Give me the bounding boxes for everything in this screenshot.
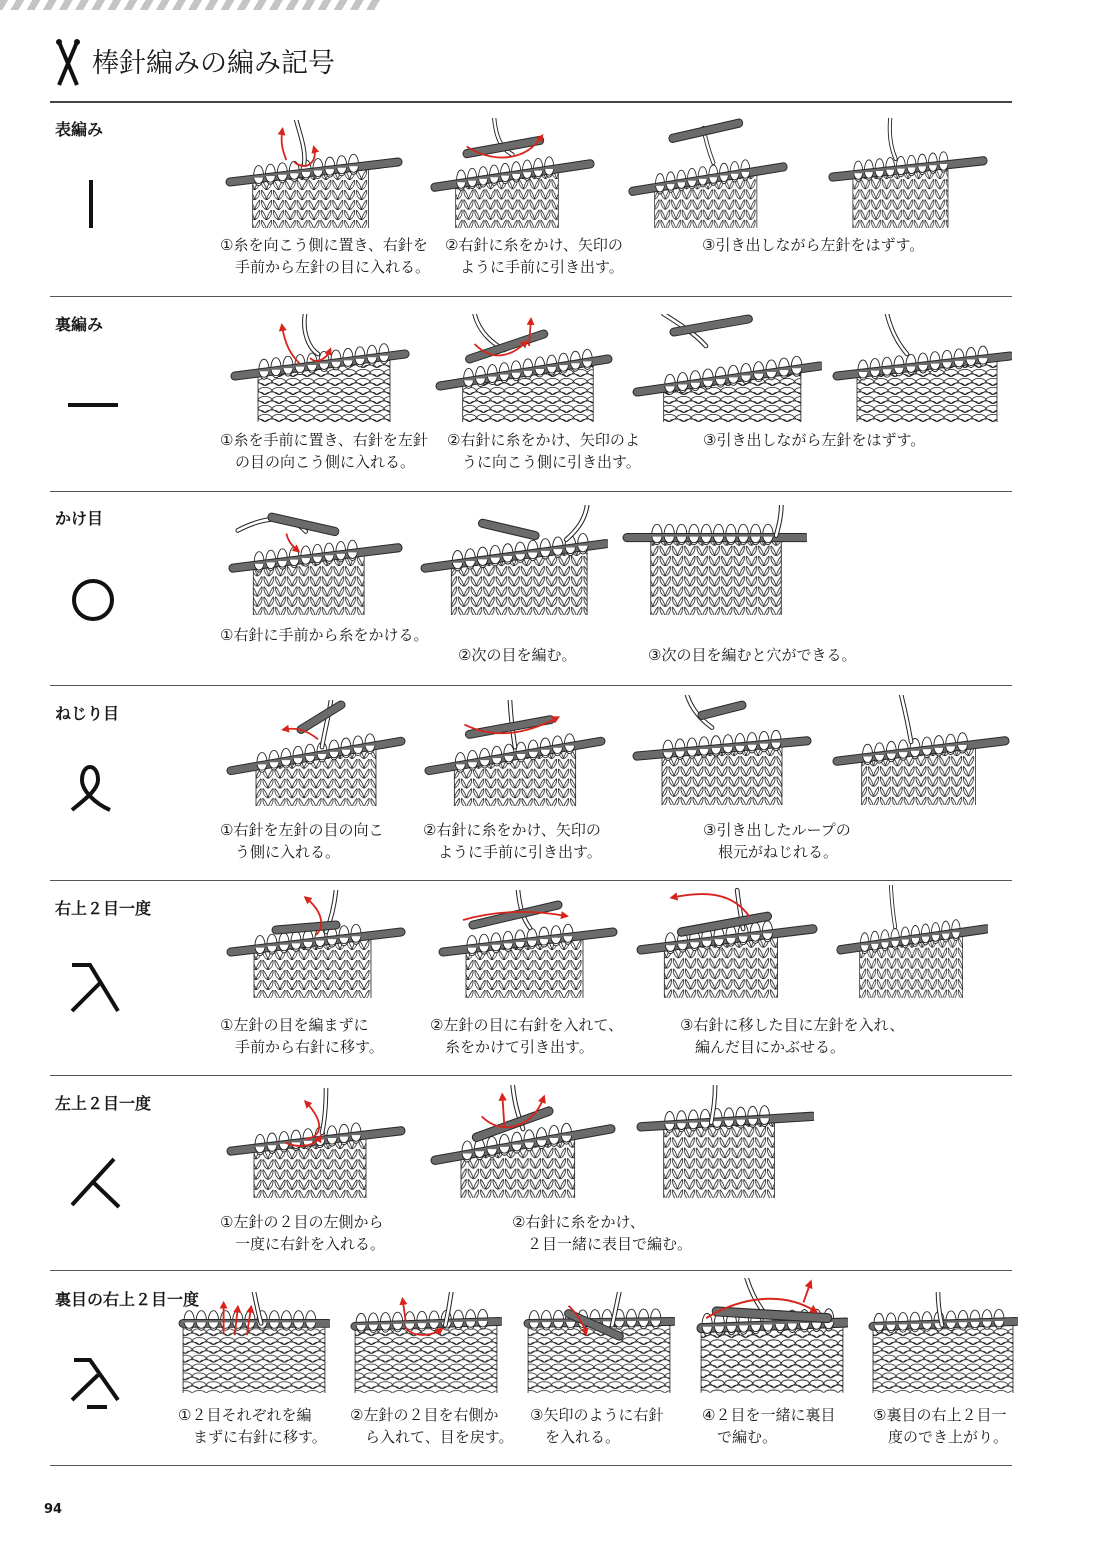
purl-right-decrease-step-1-illustration (178, 1292, 330, 1395)
twisted-stitch-symbol-icon (56, 755, 126, 835)
caption: ②右針に糸をかけ、 ２目一緒に表目で編む。 (512, 1213, 693, 1253)
right-decrease-step-2-illustration (438, 890, 618, 1000)
caption: ①右針に手前から糸をかける。 (220, 626, 429, 644)
section-divider (50, 1270, 1012, 1271)
caption: ⑤裏目の右上２目一 度のでき上がり。 (873, 1406, 1009, 1446)
left-decrease-symbol-icon (56, 1143, 126, 1223)
right-decrease-step-1-illustration (226, 890, 406, 1000)
title-divider (50, 101, 1012, 103)
caption: ②左針の目に右針を入れて、 糸をかけて引き出す。 (430, 1016, 624, 1056)
purl-step-3-illustration (632, 314, 822, 424)
purl-right-decrease-step-3-illustration (523, 1292, 675, 1395)
twisted-stitch-step-3-illustration (632, 695, 812, 807)
purl-step-2-illustration (435, 314, 613, 424)
caption: ③引き出したループの 根元がねじれる。 (703, 821, 851, 861)
top-stripe-decoration (0, 0, 380, 10)
caption: ②右針に糸をかけ、矢印の ように手前に引き出す。 (445, 236, 624, 276)
caption: ③矢印のように右針 を入れる。 (530, 1406, 664, 1446)
purl-step-4-illustration (832, 314, 1012, 424)
section-divider (50, 685, 1012, 686)
section-label-purl: 裏編み (55, 315, 104, 334)
knit-step-2-illustration (430, 118, 595, 230)
left-decrease-step-1-illustration (226, 1088, 406, 1200)
caption: ③次の目を編むと穴ができる。 (648, 646, 857, 664)
section-label-purl-right-decrease: 裏目の右上２目一度 (55, 1290, 200, 1309)
purl-right-decrease-step-4-illustration (696, 1278, 848, 1395)
purl-right-decrease-step-2-illustration (350, 1292, 502, 1395)
right-decrease-step-3-illustration (636, 885, 818, 1000)
yarn-over-step-3-illustration (622, 505, 807, 617)
twisted-stitch-step-2-illustration (424, 700, 606, 808)
knit-step-3-illustration (628, 118, 788, 230)
page-number: 94 (44, 1502, 63, 1517)
section-divider (50, 491, 1012, 492)
knitting-needles-icon (52, 38, 84, 88)
section-label-yarn-over: かけ目 (55, 509, 104, 528)
section-label-knit: 表編み (55, 120, 104, 139)
caption: ①左針の２目の左側から 一度に右針を入れる。 (220, 1213, 386, 1253)
knit-step-1-illustration (225, 120, 403, 230)
section-label-left-decrease: 左上２目一度 (55, 1094, 152, 1113)
caption: ④２目を一緒に裏目 で編む。 (702, 1406, 836, 1446)
twisted-stitch-step-1-illustration (226, 700, 406, 808)
section-divider (50, 1465, 1012, 1466)
yarn-over-step-1-illustration (228, 505, 403, 617)
purl-symbol-icon (56, 370, 126, 450)
caption: ③右針に移した目に左針を入れ、 編んだ目にかぶせる。 (680, 1016, 905, 1056)
caption: ①２目それぞれを編 まずに右針に移す。 (178, 1406, 327, 1446)
right-decrease-step-4-illustration (836, 885, 988, 1000)
purl-right-decrease-step-5-illustration (868, 1292, 1018, 1395)
yarn-over-symbol-icon (58, 565, 128, 645)
section-divider (50, 296, 1012, 297)
caption: ①糸を手前に置き、右針を左針 の目の向こう側に入れる。 (220, 431, 428, 471)
right-decrease-symbol-icon (56, 945, 126, 1025)
section-label-twisted-stitch: ねじり目 (55, 704, 120, 723)
caption: ③引き出しながら左針をはずす。 (703, 431, 926, 449)
caption: ②右針に糸をかけ、矢印のよ うに向こう側に引き出す。 (447, 431, 641, 471)
caption: ②次の目を編む。 (458, 646, 577, 664)
purl-right-decrease-symbol-icon (56, 1340, 126, 1420)
section-divider (50, 880, 1012, 881)
knit-symbol-icon (56, 170, 126, 250)
knit-step-4-illustration (828, 118, 988, 230)
yarn-over-step-2-illustration (420, 505, 608, 617)
caption: ①左針の目を編まずに 手前から右針に移す。 (220, 1016, 384, 1056)
caption: ②右針に糸をかけ、矢印の ように手前に引き出す。 (423, 821, 602, 861)
caption: ①糸を向こう側に置き、右針を 手前から左針の目に入れる。 (220, 236, 431, 276)
section-label-right-decrease: 右上２目一度 (55, 899, 152, 918)
caption: ③引き出しながら左針をはずす。 (702, 236, 925, 254)
caption: ①右針を左針の目の向こ う側に入れる。 (220, 821, 384, 861)
twisted-stitch-step-4-illustration (832, 695, 1010, 807)
caption: ②左針の２目を右側か ら入れて、目を戻す。 (350, 1406, 514, 1446)
page-title: 棒針編みの編み記号 (92, 48, 335, 79)
left-decrease-step-3-illustration (636, 1085, 814, 1200)
left-decrease-step-2-illustration (430, 1085, 616, 1200)
section-divider (50, 1075, 1012, 1076)
purl-step-1-illustration (230, 314, 410, 424)
